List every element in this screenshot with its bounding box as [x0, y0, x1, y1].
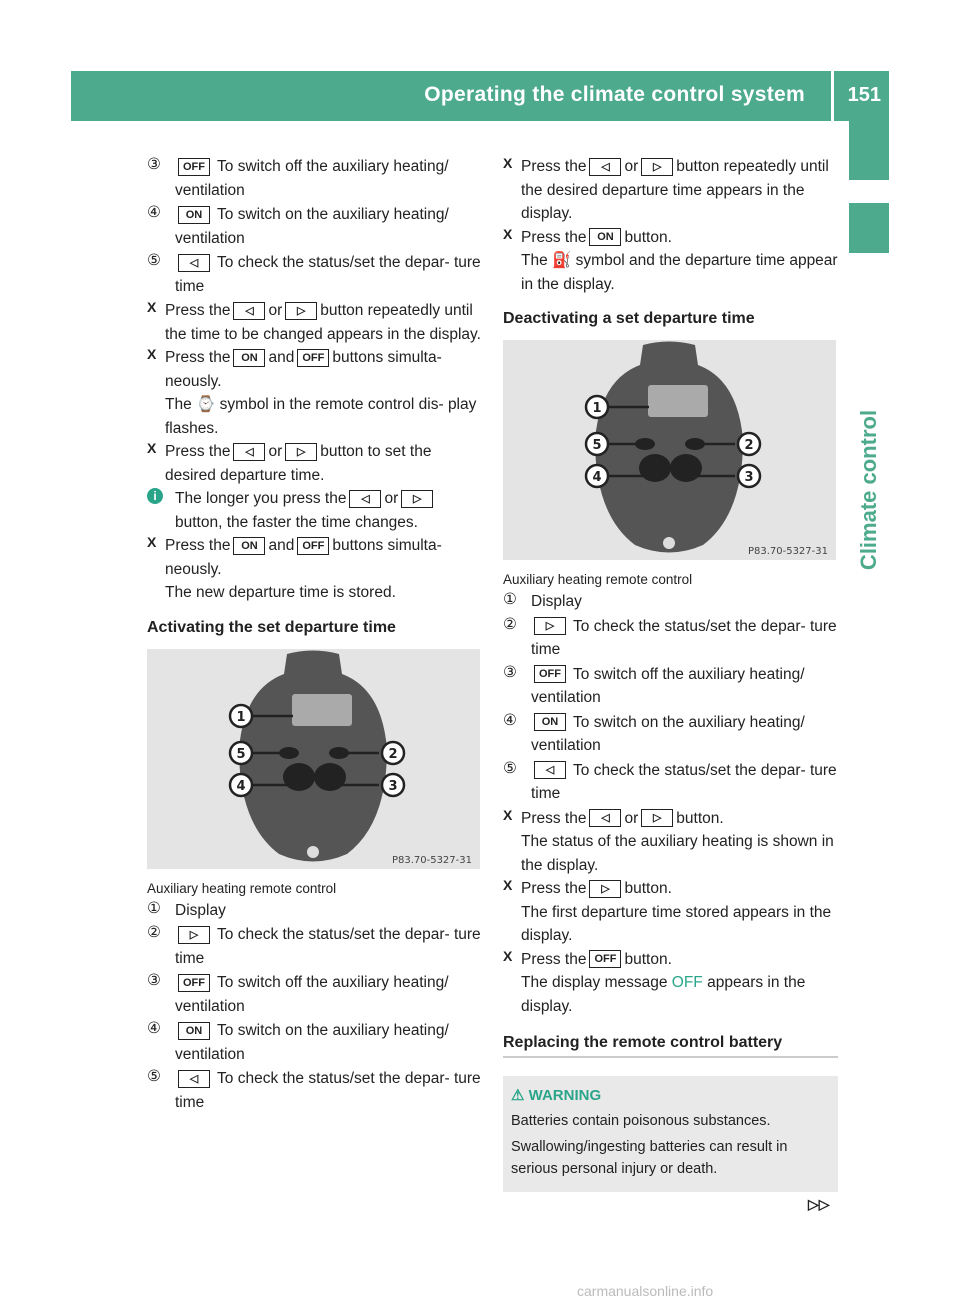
step-text: button.: [624, 950, 672, 968]
item-number: ④: [147, 1020, 161, 1037]
item-text: To switch off the auxiliary heating/ ventilation: [175, 158, 449, 199]
svg-text:1: 1: [236, 709, 246, 725]
legend-item: [147, 923, 482, 970]
item-number: ③: [147, 972, 161, 989]
left-arrow-key-icon: ◁: [178, 1070, 210, 1088]
step-text: The display message: [521, 974, 668, 991]
svg-text:4: 4: [236, 778, 246, 794]
warning-text: Batteries contain poisonous substances.: [511, 1113, 771, 1129]
left-arrow-key-icon: ◁: [233, 302, 265, 320]
step-text: Press the: [521, 880, 587, 897]
step-text: and: [268, 349, 295, 366]
right-arrow-key-icon: ▷: [641, 809, 673, 827]
step-arrow-icon: X: [147, 346, 157, 362]
remote-control-image: [147, 649, 480, 869]
item-text: To check the status/set the depar- ture time: [531, 617, 837, 658]
step-text: Press the: [521, 228, 587, 246]
item-text: To check the status/set the depar- ture time: [175, 1070, 481, 1111]
step-arrow-icon: X: [503, 877, 513, 893]
item-text: To switch off the auxiliary heating/ ventilation: [531, 665, 805, 706]
step-text: symbol in the remote control dis- play flashes.: [165, 396, 477, 437]
image-caption: Auxiliary heating remote control: [503, 572, 693, 587]
step-text: The: [521, 252, 548, 269]
warning-triangle-icon: ⚠: [511, 1087, 529, 1104]
right-arrow-key-icon: ▷: [178, 926, 210, 944]
on-key-icon: ON: [178, 1022, 210, 1040]
display-message: OFF: [671, 974, 703, 991]
item-text: To switch on the auxiliary heating/ ventilation: [175, 206, 449, 247]
step-text: symbol and the departure time appear in the display.: [521, 252, 838, 293]
svg-text:5: 5: [592, 438, 602, 453]
item-text: Display: [175, 901, 226, 919]
step-arrow-icon: X: [503, 225, 513, 242]
step-text: or: [624, 809, 639, 827]
step: [503, 155, 838, 226]
legend-item: [147, 1067, 482, 1114]
step-text: The first departure time stored appears in the display.: [521, 903, 832, 944]
step-text: buttons simulta- neously.: [165, 349, 442, 390]
info-text: button, the faster the time changes.: [175, 513, 418, 531]
right-arrow-key-icon: ▷: [285, 443, 317, 461]
right-arrow-key-icon: ▷: [589, 880, 621, 898]
item-number: ①: [503, 591, 517, 608]
side-label-text: Climate control: [856, 409, 881, 571]
list-item: [147, 155, 482, 202]
step-text: Press the: [521, 158, 587, 175]
item-number: ⑤: [147, 252, 161, 269]
step: [147, 534, 482, 605]
svg-text:1: 1: [592, 401, 602, 416]
step-arrow-icon: X: [503, 155, 513, 171]
side-label: [854, 290, 884, 690]
legend-item: [147, 1019, 482, 1066]
step: [503, 226, 838, 297]
legend-item: [503, 590, 838, 614]
list-item: [147, 251, 482, 298]
warning-text: Swallowing/ingesting batteries can result in serious personal injury or death.: [511, 1139, 788, 1177]
step-arrow-icon: X: [147, 299, 157, 315]
heater-symbol-icon: ⛽: [552, 252, 572, 269]
legend-item: [147, 899, 482, 923]
legend-item: [503, 615, 838, 662]
header-separator: [831, 71, 834, 121]
info-note: [147, 487, 482, 534]
heading-rule: [503, 1056, 838, 1058]
warning-title-text: WARNING: [528, 1087, 602, 1104]
on-key-icon: ON: [534, 713, 566, 731]
step: [147, 299, 482, 346]
info-text: or: [384, 490, 399, 507]
step-text: button repeatedly until the desired departure time appears in the display.: [521, 158, 829, 222]
item-text: To switch on the auxiliary heating/ ventilation: [175, 1022, 449, 1063]
step-text: Press the: [165, 302, 231, 319]
svg-text:4: 4: [592, 470, 602, 485]
side-tab: [849, 120, 889, 180]
svg-text:2: 2: [744, 438, 754, 453]
left-arrow-key-icon: ◁: [589, 158, 621, 176]
right-arrow-key-icon: ▷: [285, 302, 317, 320]
off-key-icon: OFF: [178, 158, 210, 176]
step-arrow-icon: X: [503, 806, 513, 823]
info-text: The longer you press the: [175, 490, 347, 507]
left-arrow-key-icon: ◁: [589, 809, 621, 827]
page-number: 151: [847, 84, 881, 106]
on-key-icon: ON: [178, 206, 210, 224]
item-number: ③: [503, 663, 517, 681]
svg-text:3: 3: [388, 778, 398, 794]
left-column: [147, 155, 482, 1115]
watermark: carmanualsonline.info: [577, 1283, 714, 1299]
step-text: Press the: [165, 349, 231, 366]
step-arrow-icon: X: [147, 534, 157, 550]
right-arrow-key-icon: ▷: [534, 617, 566, 635]
off-key-icon: OFF: [534, 665, 566, 683]
item-number: ④: [147, 204, 161, 221]
warning-box: [503, 1076, 838, 1192]
left-arrow-key-icon: ◁: [233, 443, 265, 461]
item-number: ⑤: [503, 759, 517, 777]
step: [503, 877, 838, 948]
clock-symbol-icon: ⌚: [196, 396, 216, 413]
image-code: P83.70-5327-31: [747, 546, 828, 557]
off-key-icon: OFF: [589, 950, 621, 968]
warning-title: [511, 1086, 830, 1104]
on-key-icon: ON: [233, 349, 265, 367]
step-arrow-icon: X: [503, 947, 513, 964]
item-text: To switch off the auxiliary heating/ ventilation: [175, 974, 449, 1015]
item-text: To check the status/set the depar- ture time: [175, 254, 481, 295]
svg-text:2: 2: [388, 746, 398, 762]
right-column: [503, 155, 838, 1192]
side-tab-marker: [849, 203, 889, 253]
section-heading: Activating the set departure time: [147, 618, 396, 636]
item-text: Display: [531, 593, 582, 610]
legend-item: [503, 759, 838, 806]
item-number: ①: [147, 899, 161, 917]
step-text: button.: [676, 809, 724, 827]
step: [503, 948, 838, 1019]
step-text: button to set the desired departure time.: [165, 443, 432, 484]
step-text: Press the: [521, 950, 587, 968]
legend-item: [503, 711, 838, 758]
item-number: ③: [147, 156, 161, 173]
step-text: or: [624, 158, 639, 175]
step-text: button repeatedly until the time to be changed appears in the display.: [165, 302, 481, 343]
left-arrow-key-icon: ◁: [534, 761, 566, 779]
on-key-icon: ON: [233, 537, 265, 555]
step-text: or: [268, 302, 283, 319]
step-text: button.: [624, 228, 672, 246]
info-icon: i: [147, 488, 163, 504]
item-number: ②: [503, 615, 517, 633]
page-header: [71, 71, 889, 121]
step-text: and: [268, 537, 295, 554]
step: [147, 440, 482, 487]
remote-control-illustration: [147, 649, 480, 869]
svg-text:5: 5: [236, 746, 246, 762]
legend-item: [503, 663, 838, 710]
list-item: [147, 203, 482, 250]
step-text: appears in the display.: [521, 974, 806, 1015]
header-title: Operating the climate control system: [424, 83, 805, 106]
right-arrow-key-icon: ▷: [401, 490, 433, 508]
step: [503, 807, 838, 878]
left-arrow-key-icon: ◁: [178, 254, 210, 272]
image-caption: Auxiliary heating remote control: [147, 880, 337, 896]
step-arrow-icon: X: [147, 440, 157, 456]
step-text: button.: [624, 880, 672, 897]
remote-control-illustration: [503, 340, 836, 560]
item-text: To switch on the auxiliary heating/ ventilation: [531, 713, 805, 754]
image-code: P83.70-5327-31: [391, 854, 472, 866]
svg-text:3: 3: [744, 470, 754, 485]
item-number: ⑤: [147, 1068, 161, 1085]
step-text: buttons simulta- neously.: [165, 537, 442, 578]
off-key-icon: OFF: [178, 974, 210, 992]
off-key-icon: OFF: [297, 537, 329, 555]
step-text: The: [165, 396, 192, 413]
section-heading: Deactivating a set departure time: [503, 310, 755, 327]
remote-control-image: [503, 340, 836, 560]
step-text: The new departure time is stored.: [165, 584, 396, 601]
legend-item: [147, 971, 482, 1018]
item-number: ②: [147, 924, 161, 941]
item-text: To check the status/set the depar- ture time: [175, 926, 481, 967]
on-key-icon: ON: [589, 228, 621, 246]
left-arrow-key-icon: ◁: [349, 490, 381, 508]
off-key-icon: OFF: [297, 349, 329, 367]
section-heading: Replacing the remote control battery: [503, 1034, 783, 1051]
step-text: Press the: [165, 443, 231, 460]
item-text: To check the status/set the depar- ture time: [531, 761, 837, 802]
step-text: or: [268, 443, 283, 460]
continue-arrows-icon: ▷▷: [808, 1196, 830, 1212]
step-text: Press the: [165, 537, 231, 554]
item-number: ④: [503, 711, 517, 729]
step: [147, 346, 482, 440]
step-text: Press the: [521, 809, 587, 827]
right-arrow-key-icon: ▷: [641, 158, 673, 176]
step-text: The status of the auxiliary heating is shown in the display.: [521, 833, 834, 874]
